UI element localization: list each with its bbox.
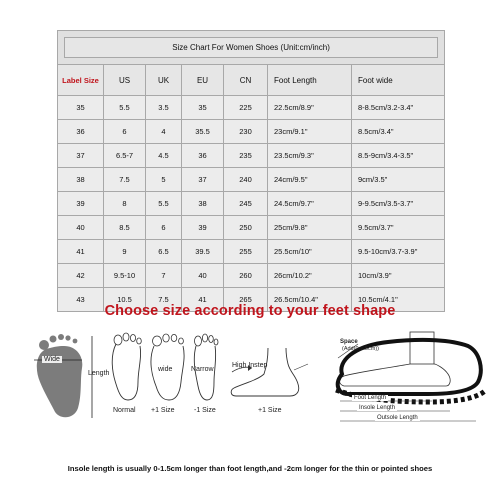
table-row [58, 96, 445, 120]
cell-us: 10.5 [104, 288, 146, 312]
header-foot-length: Foot Length [268, 65, 352, 96]
cell-eu: 40 [182, 264, 224, 288]
cell-foot-wide: 8.5cm/3.4" [352, 120, 445, 144]
header-uk: UK [146, 65, 182, 96]
cell-foot-length: 26.5cm/10.4" [268, 288, 352, 312]
cell-cn: 255 [224, 240, 268, 264]
cell-us: 6.5-7 [104, 144, 146, 168]
space-sub-label: (Add(0-1.5cm)) [342, 346, 379, 352]
cell-foot-length: 23cm/9.1" [268, 120, 352, 144]
header-eu: EU [182, 65, 224, 96]
cell-cn: 230 [224, 120, 268, 144]
cell-cn: 250 [224, 216, 268, 240]
cell-foot-wide: 9.5cm/3.7" [352, 216, 445, 240]
foot-length-label: Foot Length [354, 395, 387, 401]
cell-cn: 265 [224, 288, 268, 312]
table-row [58, 120, 445, 144]
header-us: US [104, 65, 146, 96]
caption-normal: Normal [113, 407, 136, 414]
header-foot-wide: Foot wide [352, 65, 445, 96]
cell-uk: 5.5 [146, 192, 182, 216]
length-label: Length [88, 370, 110, 377]
cell-uk: 4.5 [146, 144, 182, 168]
cell-us: 7.5 [104, 168, 146, 192]
table-title-row [58, 31, 445, 65]
cell-uk: 7 [146, 264, 182, 288]
cell-cn: 240 [224, 168, 268, 192]
cell-foot-length: 24cm/9.5" [268, 168, 352, 192]
cell-us: 8 [104, 192, 146, 216]
cell-uk: 5 [146, 168, 182, 192]
cell-label-size: 42 [58, 264, 104, 288]
cell-cn: 245 [224, 192, 268, 216]
cell-foot-length: 22.5cm/8.9" [268, 96, 352, 120]
cell-foot-length: 25.5cm/10" [268, 240, 352, 264]
cell-us: 9.5-10 [104, 264, 146, 288]
space-label: Space [340, 339, 358, 345]
cell-us: 8.5 [104, 216, 146, 240]
cell-eu: 36 [182, 144, 224, 168]
normal-foot-illustration [106, 332, 148, 404]
table-row [58, 168, 445, 192]
cell-foot-length: 25cm/9.8" [268, 216, 352, 240]
table-title-cell [58, 31, 445, 65]
cell-foot-length: 23.5cm/9.3" [268, 144, 352, 168]
table-row [58, 144, 445, 168]
cell-eu: 39.5 [182, 240, 224, 264]
cell-cn: 225 [224, 96, 268, 120]
cell-uk: 3.5 [146, 96, 182, 120]
table-row [58, 216, 445, 240]
cell-us: 5.5 [104, 96, 146, 120]
table-row [58, 240, 445, 264]
choose-size-heading: Choose size according to your feet shape [104, 303, 396, 319]
header-cn: CN [224, 65, 268, 96]
cell-eu: 38 [182, 192, 224, 216]
cell-eu: 37 [182, 168, 224, 192]
wide-label: Wide [44, 356, 60, 363]
cell-foot-wide: 10.5cm/4.1" [352, 288, 445, 312]
cell-eu: 41 [182, 288, 224, 312]
cell-foot-wide: 9.5-10cm/3.7-3.9" [352, 240, 445, 264]
high-instep-label: High Instep [232, 362, 268, 369]
cell-eu: 39 [182, 216, 224, 240]
caption-minus1-narrow: -1 Size [194, 407, 216, 414]
cell-label-size: 37 [58, 144, 104, 168]
cell-foot-length: 24.5cm/9.7" [268, 192, 352, 216]
cell-uk: 6 [146, 216, 182, 240]
cell-uk: 6.5 [146, 240, 182, 264]
cell-cn: 235 [224, 144, 268, 168]
cell-uk: 7.5 [146, 288, 182, 312]
cell-label-size: 38 [58, 168, 104, 192]
table-header-row [58, 65, 445, 96]
outsole-length-label: Outsole Length [377, 415, 418, 421]
cell-eu: 35 [182, 96, 224, 120]
insole-length-label: Insole Length [359, 405, 396, 411]
caption-plus1-instep: +1 Size [258, 407, 282, 414]
cell-label-size: 40 [58, 216, 104, 240]
narrow-label: Narrow [191, 366, 214, 373]
cell-label-size: 39 [58, 192, 104, 216]
cell-label-size: 36 [58, 120, 104, 144]
footer-note: Insole length is usually 0-1.5cm longer than foot length,and -2cm longer for the thin or pointed shoes [67, 464, 433, 473]
high-instep-illustration [228, 346, 313, 404]
cell-us: 9 [104, 240, 146, 264]
wide-foot-label: wide [158, 366, 173, 373]
cell-foot-wide: 10cm/3.9" [352, 264, 445, 288]
footprint-illustration [20, 332, 110, 422]
cell-eu: 35.5 [182, 120, 224, 144]
caption-plus1-wide: +1 Size [151, 407, 175, 414]
cell-foot-wide: 8.5-9cm/3.4-3.5" [352, 144, 445, 168]
header-label-size: Label Size [58, 65, 104, 96]
size-chart-table [57, 30, 445, 312]
cell-uk: 4 [146, 120, 182, 144]
cell-foot-wide: 9-9.5cm/3.5-3.7" [352, 192, 445, 216]
cell-foot-wide: 8-8.5cm/3.2-3.4" [352, 96, 445, 120]
cell-foot-wide: 9cm/3.5" [352, 168, 445, 192]
table-row [58, 264, 445, 288]
table-row [58, 192, 445, 216]
cell-cn: 260 [224, 264, 268, 288]
cell-label-size: 43 [58, 288, 104, 312]
cell-foot-length: 26cm/10.2" [268, 264, 352, 288]
cell-label-size: 41 [58, 240, 104, 264]
table-title: Size Chart For Women Shoes (Unit:cm/inch) [64, 37, 438, 58]
cell-us: 6 [104, 120, 146, 144]
cell-label-size: 35 [58, 96, 104, 120]
length-guides [338, 398, 488, 428]
